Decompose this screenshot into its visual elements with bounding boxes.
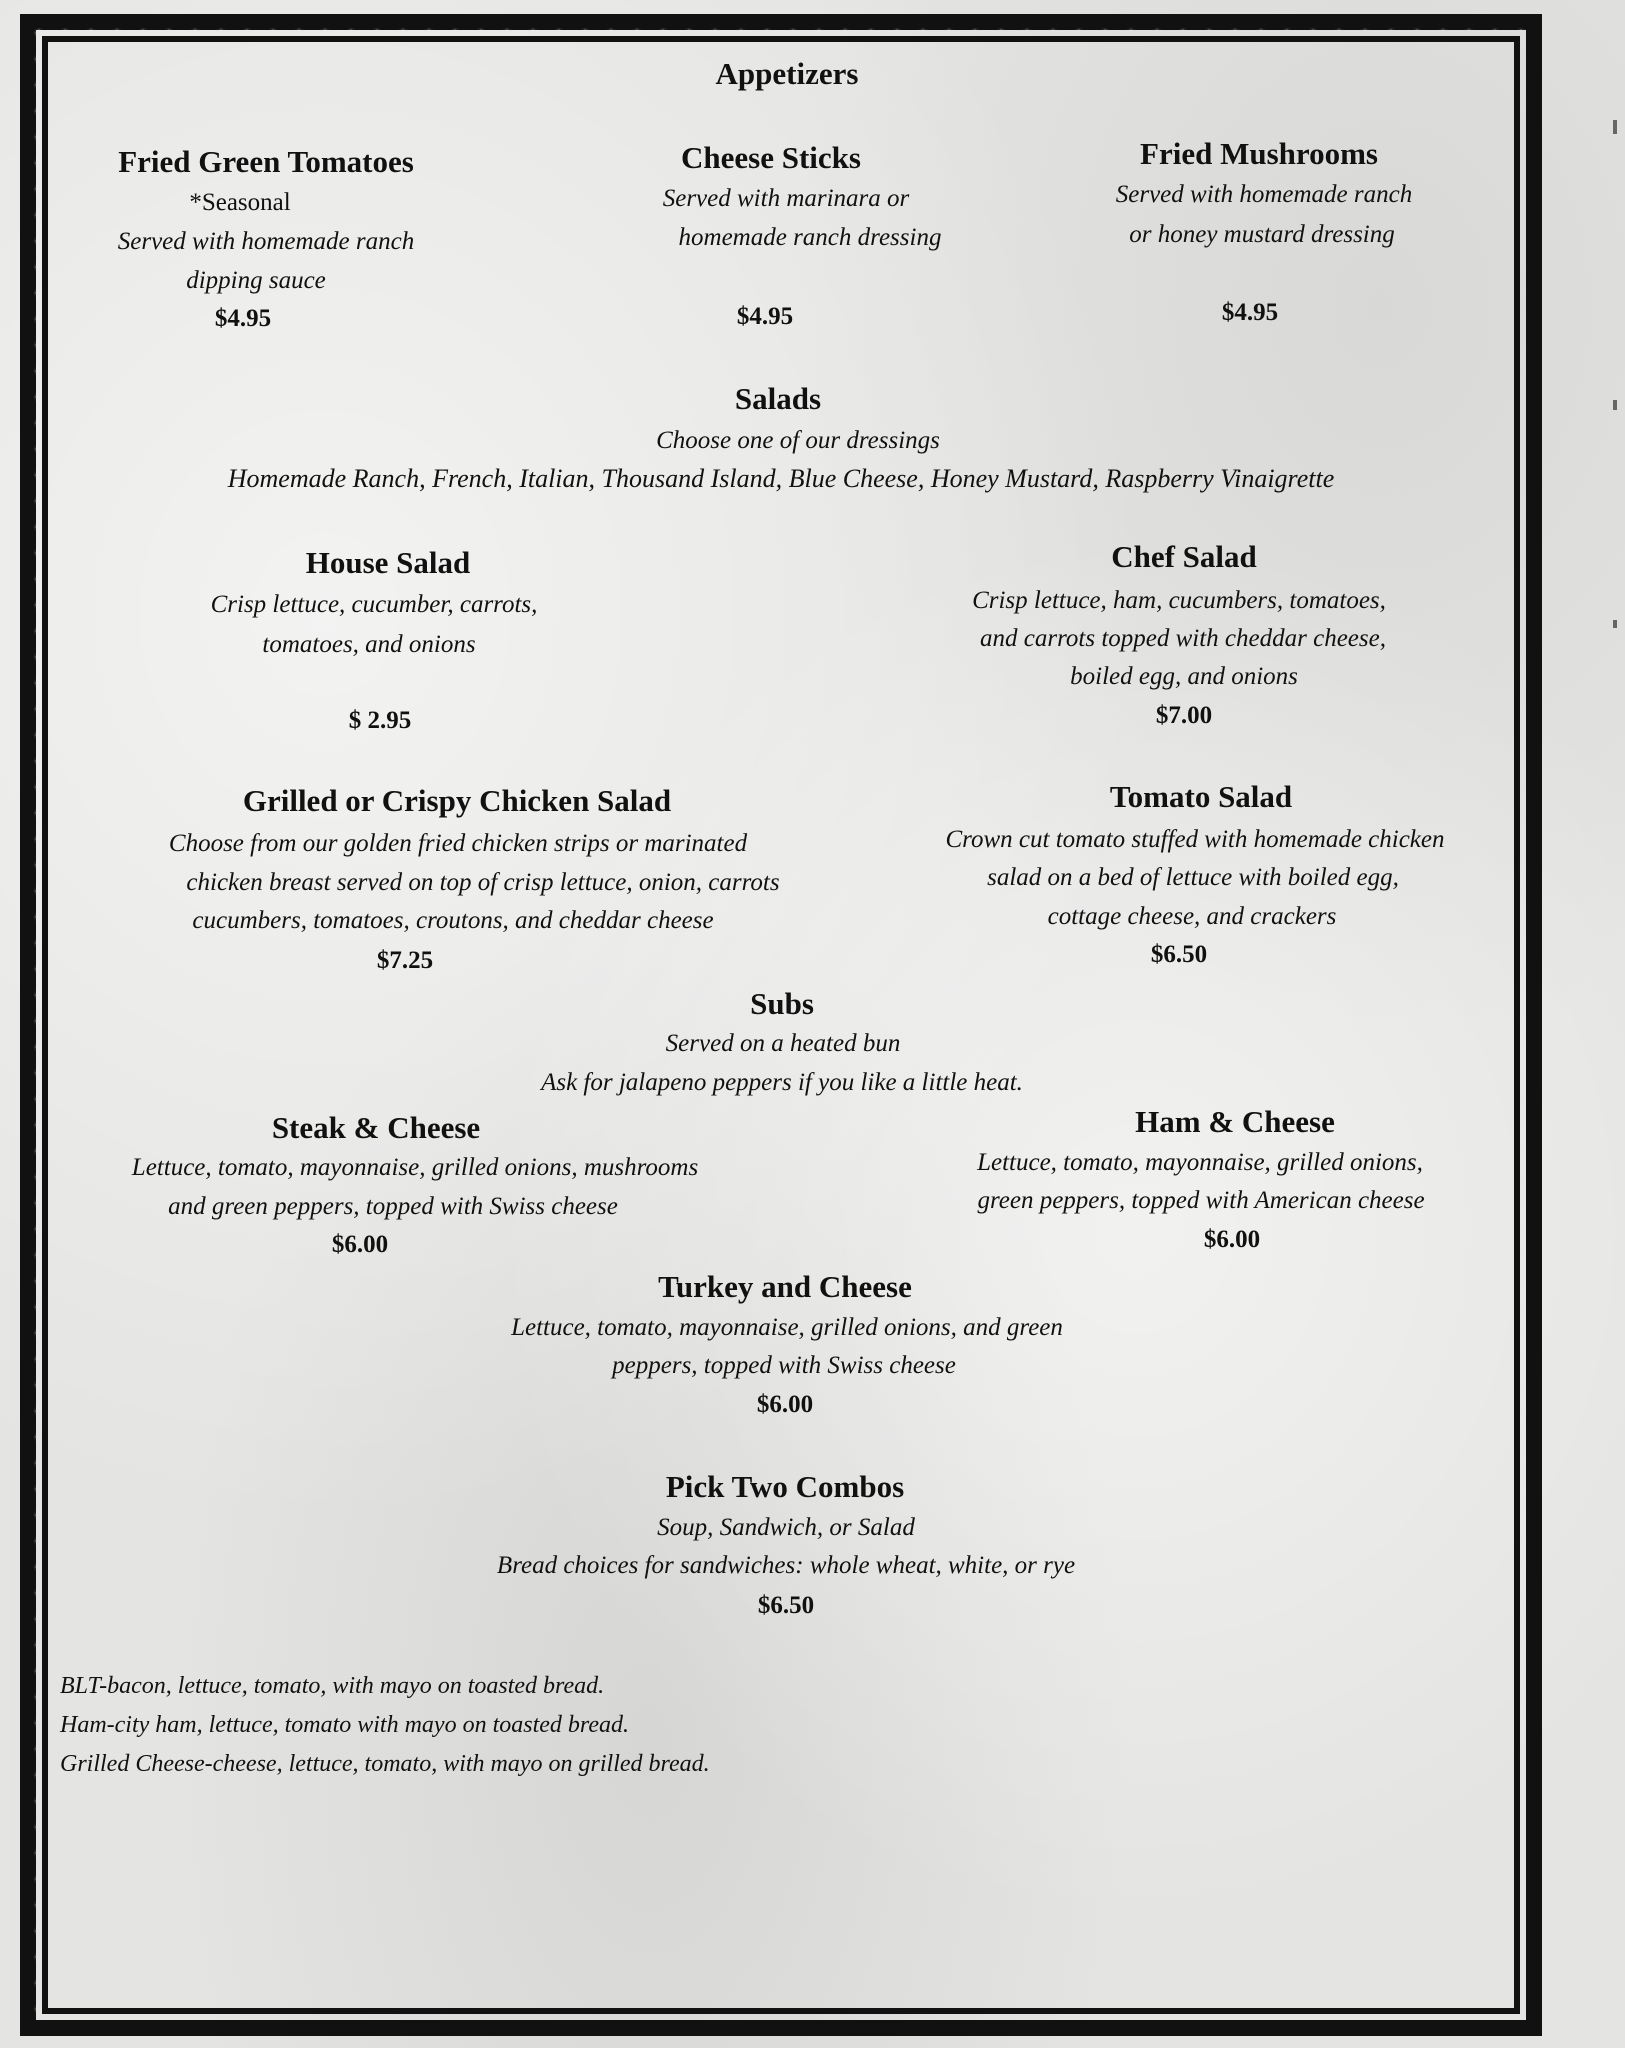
item-note: *Seasonal bbox=[189, 189, 291, 216]
item-price: $4.95 bbox=[736, 303, 794, 330]
combos-price: $6.50 bbox=[757, 1592, 815, 1619]
item-desc: Choose from our golden fried chicken strips or marinated bbox=[168, 830, 748, 857]
item-desc: tomatoes, and onions bbox=[262, 631, 476, 658]
item-name-tomato-salad: Tomato Salad bbox=[1109, 779, 1293, 814]
item-desc: Served with marinara or bbox=[662, 185, 910, 212]
item-desc: green peppers, topped with American cheese bbox=[977, 1187, 1425, 1214]
item-desc: Lettuce, tomato, mayonnaise, grilled onions, bbox=[977, 1149, 1423, 1176]
item-name-turkey-cheese: Turkey and Cheese bbox=[658, 1269, 912, 1304]
item-desc: and green peppers, topped with Swiss cheese bbox=[168, 1193, 618, 1220]
item-price: $6.00 bbox=[756, 1391, 814, 1418]
combo-sandwich-item: Ham-city ham, lettuce, tomato with mayo on toasted bread. bbox=[60, 1712, 630, 1738]
salads-heading: Salads bbox=[734, 381, 822, 416]
item-desc: chicken breast served on top of crisp lettuce, onion, carrots bbox=[186, 869, 780, 896]
item-name-chef-salad: Chef Salad bbox=[1111, 539, 1257, 574]
subs-heading: Subs bbox=[750, 986, 814, 1021]
item-desc: homemade ranch dressing bbox=[678, 224, 942, 251]
item-price: $7.00 bbox=[1155, 702, 1213, 729]
item-desc: Crown cut tomato stuffed with homemade chicken bbox=[945, 826, 1445, 853]
scan-mark bbox=[1613, 400, 1617, 410]
item-name-cheese-sticks: Cheese Sticks bbox=[681, 140, 861, 175]
appetizers-heading: Appetizers bbox=[715, 56, 859, 91]
item-desc: boiled egg, and onions bbox=[1070, 663, 1298, 690]
item-price: $6.50 bbox=[1150, 941, 1208, 968]
combo-sandwich-item: Grilled Cheese-cheese, lettuce, tomato, with mayo on grilled bread. bbox=[60, 1751, 710, 1777]
scan-mark bbox=[1613, 620, 1617, 628]
combo-sandwich-item: BLT-bacon, lettuce, tomato, with mayo on toasted bread. bbox=[60, 1673, 605, 1699]
combos-desc: Soup, Sandwich, or Salad bbox=[657, 1514, 915, 1541]
salads-subheading: Choose one of our dressings bbox=[656, 427, 940, 454]
item-desc: cucumbers, tomatoes, croutons, and cheddar cheese bbox=[192, 907, 714, 934]
combos-desc: Bread choices for sandwiches: whole wheat, white, or rye bbox=[496, 1552, 1076, 1579]
item-name-fried-mushrooms: Fried Mushrooms bbox=[1140, 136, 1378, 171]
subs-subheading: Ask for jalapeno peppers if you like a little heat. bbox=[541, 1069, 1023, 1096]
item-desc: peppers, topped with Swiss cheese bbox=[612, 1352, 956, 1379]
item-desc: Served with homemade ranch bbox=[1115, 181, 1413, 208]
item-price: $4.95 bbox=[1221, 299, 1279, 326]
subs-subheading: Served on a heated bun bbox=[665, 1030, 901, 1057]
item-desc: Lettuce, tomato, mayonnaise, grilled onions, and green bbox=[511, 1314, 1063, 1341]
combos-heading: Pick Two Combos bbox=[665, 1469, 905, 1504]
scan-mark bbox=[1613, 120, 1617, 134]
item-price: $ 2.95 bbox=[348, 707, 412, 734]
item-name-house-salad: House Salad bbox=[305, 545, 471, 580]
item-name-chicken-salad: Grilled or Crispy Chicken Salad bbox=[242, 783, 672, 818]
item-desc: and carrots topped with cheddar cheese, bbox=[980, 625, 1386, 652]
item-name-ham-cheese: Ham & Cheese bbox=[1135, 1104, 1335, 1139]
salads-dressings: Homemade Ranch, French, Italian, Thousand Island, Blue Cheese, Honey Mustard, Raspberry Vinaigrette bbox=[227, 464, 1335, 493]
item-desc: salad on a bed of lettuce with boiled egg, bbox=[987, 864, 1399, 891]
item-price: $6.00 bbox=[1203, 1226, 1261, 1253]
item-price: $4.95 bbox=[214, 305, 272, 332]
item-desc: Lettuce, tomato, mayonnaise, grilled onions, mushrooms bbox=[131, 1154, 699, 1181]
item-desc: cottage cheese, and crackers bbox=[1047, 903, 1337, 930]
item-name-steak-cheese: Steak & Cheese bbox=[271, 1110, 481, 1145]
item-price: $7.25 bbox=[376, 947, 434, 974]
item-price: $6.00 bbox=[331, 1231, 389, 1258]
item-desc: Crisp lettuce, ham, cucumbers, tomatoes, bbox=[972, 587, 1386, 614]
item-desc: Served with homemade ranch bbox=[117, 228, 415, 255]
item-desc: or honey mustard dressing bbox=[1129, 221, 1395, 248]
item-desc: dipping sauce bbox=[186, 267, 326, 294]
item-name-fried-green-tomatoes: Fried Green Tomatoes bbox=[118, 144, 414, 179]
item-desc: Crisp lettuce, cucumber, carrots, bbox=[210, 591, 538, 618]
